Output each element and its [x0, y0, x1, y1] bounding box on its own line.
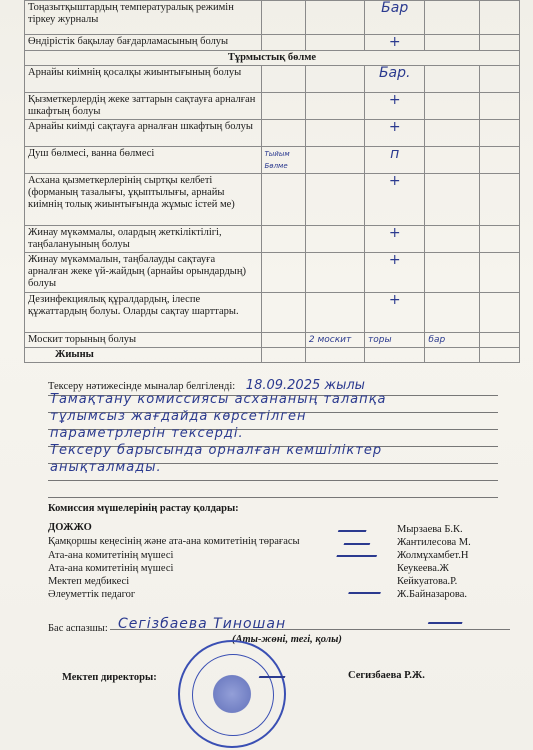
cook-handwritten-name: Сегізбаева Тиношан: [118, 616, 287, 632]
table-row: [25, 35, 520, 51]
table-row: [25, 93, 520, 120]
table-row: [25, 174, 520, 226]
note-text: Тексеру барысында орналған кемшіліктер: [50, 443, 383, 458]
signatory-name: Кеукеева.Ж: [397, 563, 449, 574]
signatory-name: Мырзаева Б.К.: [397, 524, 463, 535]
row-label: Москит торының болуы: [25, 333, 262, 348]
note-line: [48, 480, 498, 498]
row-mark: торы: [368, 335, 392, 345]
table-row: [25, 120, 520, 147]
table-row: [25, 147, 520, 174]
approval-label: ДОЖЖО: [48, 522, 92, 533]
table-row: [25, 253, 520, 293]
section-row: [25, 51, 520, 66]
signature-role: Әлеуметтік педагог: [48, 589, 136, 600]
signature-mark: [348, 584, 384, 594]
row-label: Душ бөлмесі, ванна бөлмесі: [25, 147, 262, 174]
table-row: [25, 333, 520, 348]
table-row: [25, 1, 520, 35]
signature-mark: [338, 520, 370, 532]
official-seal-stamp: [178, 640, 286, 748]
signature-mark: [336, 548, 379, 557]
row-label: Асхана қызметкерлерінің сыртқы келбеті (форманың тазалығы, ұқыптылығы, арнайы киімнің толық жиынтығында жұмыс істей ме): [25, 174, 262, 226]
signature-mark: [344, 537, 373, 545]
signature-role: Ата-ана комитетінің мүшесі: [48, 550, 174, 561]
signatory-name: Ж.Байназарова.: [397, 589, 468, 600]
row-label: Арнайы киімнің қосалқы жиынтығының болуы: [25, 66, 262, 93]
row-label: Тоңазытқыштардың температуралық режимін тіркеу журналы: [25, 1, 262, 35]
row-mark: +: [388, 225, 401, 241]
row-label: Жинау мүкәммалын, таңбалауды сақтауға арналған жеке үй-жайдың (арнайы орындардың) болуы: [25, 253, 262, 293]
row-mark: 2 москит: [308, 335, 352, 345]
cook-caption: (Аты-жөні, тегі, қолы): [232, 634, 342, 645]
signature-role: Ата-ана комитетінің мүшесі: [48, 563, 174, 574]
table-row: [25, 66, 520, 93]
row-mark: +: [388, 292, 401, 308]
cook-label: Бас аспазшы:: [48, 623, 108, 634]
note-text: анықталмады.: [50, 460, 162, 475]
notes-date: 18.09.2025 жылы: [245, 378, 365, 393]
inspection-table: [24, 0, 520, 363]
signature-role: Қамқоршы кеңесінің және ата-ана комитетінің төрағасы: [48, 536, 300, 547]
signatures-title: Комиссия мүшелерінің растау қолдары:: [48, 503, 239, 514]
row-note: Тыйым Бөлме: [264, 150, 290, 170]
signature-role: Мектеп медбикесі: [48, 576, 130, 587]
row-mark: +: [388, 252, 401, 268]
row-label: Дезинфекциялық құралдардың, ілеспе құжаттардың болуы. Оларды сақтау шарттары.: [25, 293, 262, 333]
total-row: [25, 348, 520, 363]
row-mark: п: [390, 146, 400, 162]
director-name: Сегизбаева Р.Ж.: [348, 670, 425, 681]
section-title: Тұрмыстық бөлме: [25, 51, 520, 66]
director-label: Мектеп директоры:: [62, 672, 157, 683]
row-mark: бар: [428, 335, 446, 345]
signatory-name: Жолмұхамбет.Н: [397, 550, 469, 561]
note-text: тұлымсыз жағдайда көрсетілген: [50, 409, 307, 424]
row-label: Қызметкерлердің жеке заттарын сақтауға арналған шкафтың болуы: [25, 93, 262, 120]
signature-mark: [428, 612, 466, 624]
table-row: [25, 226, 520, 253]
total-label: Жиыны: [25, 348, 262, 363]
row-mark: +: [388, 119, 401, 135]
signatory-name: Кейкуатова.Р.: [397, 576, 458, 587]
signature-mark: [259, 660, 292, 678]
row-label: Өндірістік бақылау бағдарламасының болуы: [25, 35, 262, 51]
row-mark: +: [388, 92, 401, 108]
notes-prefix: Тексеру нәтижесінде мыналар белгіленді:: [48, 381, 236, 392]
note-text: параметрлерін тексерді.: [50, 426, 244, 441]
row-label: Жинау мүкәммалы, олардың жеткіліктілігі, таңбалануының болуы: [25, 226, 262, 253]
row-mark: Бар.: [378, 65, 411, 81]
row-mark: +: [388, 173, 401, 189]
note-text: Тамақтану комиссиясы асхананың талапқа: [50, 392, 387, 407]
row-label: Арнайы киімді сақтауға арналған шкафтың болуы: [25, 120, 262, 147]
row-mark: +: [388, 34, 401, 50]
row-mark: Бар: [381, 0, 409, 16]
signatory-name: Жантилесова М.: [397, 537, 471, 548]
table-row: [25, 293, 520, 333]
